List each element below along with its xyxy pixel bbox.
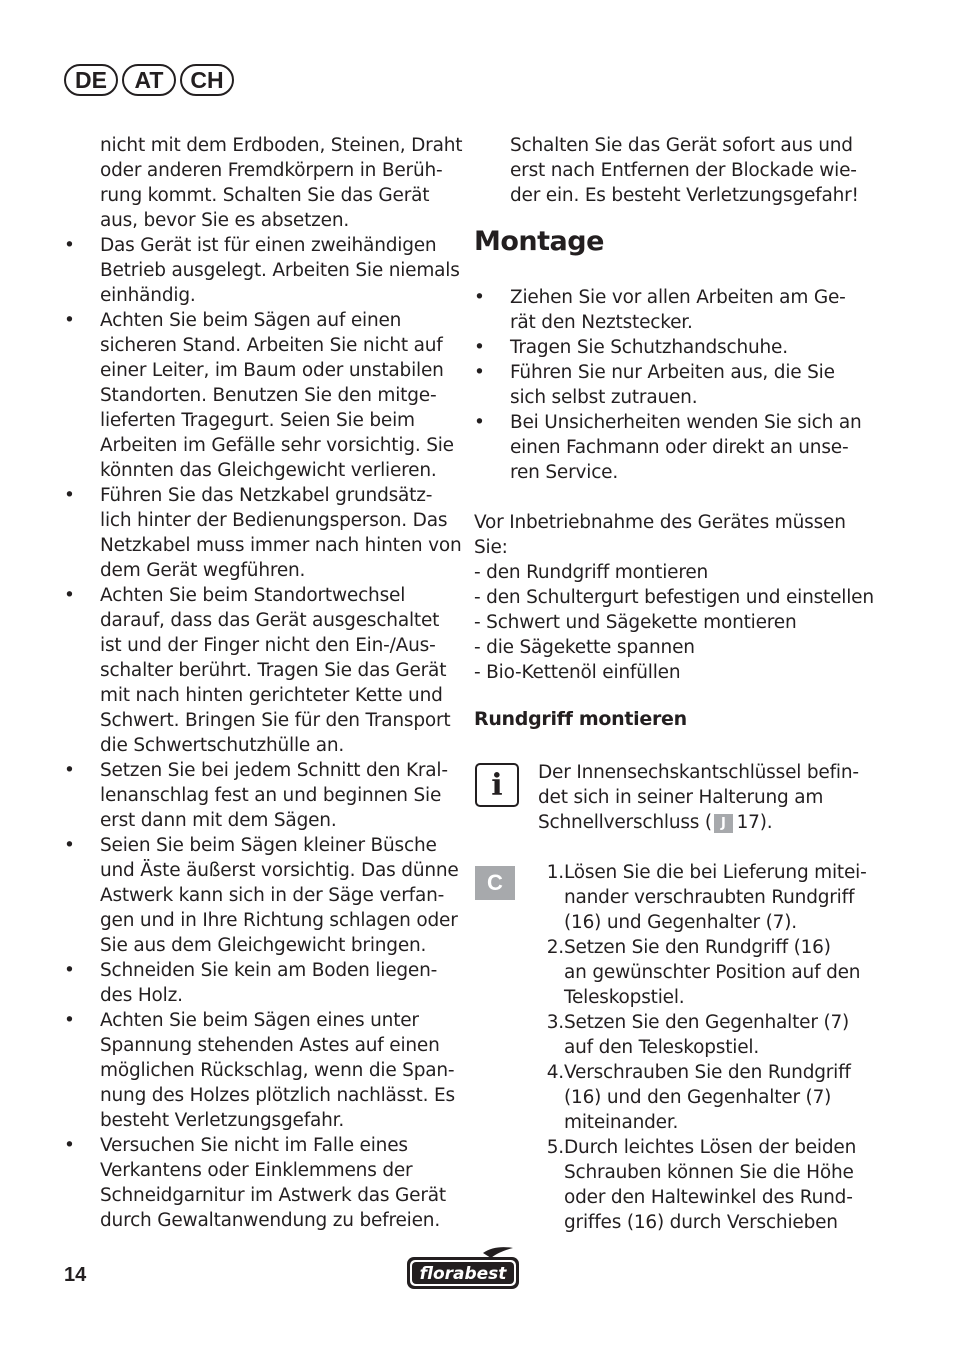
florabest-logo xyxy=(405,1245,521,1291)
step-text-line: oder den Haltewinkel des Rund- xyxy=(564,1187,853,1208)
assembly-step xyxy=(538,935,868,1010)
step-text-line: Schrauben können Sie die Höhe xyxy=(564,1162,854,1183)
step-text-line: Lösen Sie die bei Lieferung mitei- xyxy=(564,862,867,883)
safety-bullet-item xyxy=(64,758,454,833)
country-badge-at: AT xyxy=(122,64,176,96)
info-note: Der Innensechskantschlüssel befin- det sich in seiner Halterung am Schnellverschluss ( J 17). xyxy=(538,762,859,833)
bullet-text-line: möglichen Rückschlag, wenn die Span- xyxy=(100,1060,455,1081)
bullet-text-line: Bei Unsicherheiten wenden Sie sich an xyxy=(510,412,862,433)
safety-bullet-item xyxy=(64,583,454,758)
bullet-text-line: Versuchen Sie nicht im Falle eines xyxy=(100,1135,408,1156)
bullet-text-line: die Schwertschutzhülle an. xyxy=(100,735,345,756)
figure-c-label: C xyxy=(475,866,515,900)
bullet-text-line: lich hinter der Bedienungsperson. Das xyxy=(100,510,448,531)
bullet-icon: • xyxy=(474,412,485,433)
safety-bullet-item xyxy=(64,833,459,958)
figure-ref-j-badge: J xyxy=(714,814,733,833)
bullet-text-line: dem Gerät wegführen. xyxy=(100,560,306,581)
step-text-line: Durch leichtes Lösen der beiden xyxy=(564,1137,857,1158)
bullet-text-line: Führen Sie das Netzkabel grundsätz- xyxy=(100,485,433,506)
bullet-text-line: lenanschlag fest an und beginnen Sie xyxy=(100,785,442,806)
montage-bullet-item xyxy=(474,360,874,410)
bullet-icon: • xyxy=(474,337,485,358)
safety-bullet-list xyxy=(64,233,462,1233)
safety-bullet-item xyxy=(64,308,454,483)
step-text-line: (16) und Gegenhalter (7). xyxy=(564,912,797,933)
bullet-text-line: besteht Verletzungsgefahr. xyxy=(100,1110,345,1131)
step-text-line: nander verschraubten Rundgriff xyxy=(564,887,855,908)
continuation-paragraph: nicht mit dem Erdboden, Steinen, Draht oder anderen Fremdkörpern in Berüh- rung kommt. Schalten Sie das Gerät aus, bevor Sie es absetzen. xyxy=(100,135,463,231)
bullet-text-line: mit nach hinten gerichteter Kette und xyxy=(100,685,443,706)
bullet-text-line: einhändig. xyxy=(100,285,196,306)
bullet-text-line: Achten Sie beim Standortwechsel xyxy=(100,585,406,606)
step-text-line: griffes (16) durch Verschieben xyxy=(564,1212,838,1233)
montage-heading: Montage xyxy=(474,226,604,257)
bullet-icon: • xyxy=(474,287,485,308)
bullet-text-line: Betrieb ausgelegt. Arbeiten Sie niemals xyxy=(100,260,460,281)
bullet-icon: • xyxy=(64,235,75,256)
bullet-text-line: ren Service. xyxy=(510,462,619,483)
bullet-text-line: des Holz. xyxy=(100,985,183,1006)
step-text-line: (16) und den Gegenhalter (7) xyxy=(564,1087,832,1108)
montage-bullet-item xyxy=(474,335,874,360)
bullet-text-line: nung des Holzes plötzlich nachlässt. Es xyxy=(100,1085,455,1106)
bullet-text-line: schalter berührt. Tragen Sie das Gerät xyxy=(100,660,447,681)
right-column-top xyxy=(474,133,864,208)
bullet-text-line: Arbeiten im Gefälle sehr vorsichtig. Sie xyxy=(100,435,454,456)
bullet-text-line: rät den Neztstecker. xyxy=(510,312,693,333)
safety-bullet-item xyxy=(64,958,454,1008)
bullet-icon: • xyxy=(64,585,75,606)
bullet-text-line: Schneiden Sie kein am Boden liegen- xyxy=(100,960,438,981)
safety-bullet-item xyxy=(64,233,460,308)
bullet-text-line: Tragen Sie Schutzhandschuhe. xyxy=(510,337,788,358)
safety-bullet-item xyxy=(64,1008,454,1133)
step-text-line: Verschrauben Sie den Rundgriff xyxy=(564,1062,851,1083)
bullet-icon: • xyxy=(64,485,75,506)
montage-bullet-item xyxy=(474,285,874,335)
assembly-step xyxy=(538,860,868,935)
montage-bullet-item xyxy=(474,410,874,485)
bullet-icon: • xyxy=(64,835,75,856)
page-number: 14 xyxy=(64,1264,87,1286)
bullet-text-line: erst dann mit dem Sägen. xyxy=(100,810,337,831)
montage-bullet-list xyxy=(474,285,874,485)
svg-text:florabest: florabest xyxy=(419,1264,507,1284)
bullet-text-line: Ziehen Sie vor allen Arbeiten am Ge- xyxy=(510,287,846,308)
bullet-text-line: Netzkabel muss immer nach hinten von xyxy=(100,535,462,556)
preparation-block: Vor Inbetriebnahme des Gerätes müssen Sie: - den Rundgriff montieren - den Schultergurt befestigen und einstellen - Schwert und Sägekette montieren - die Sägekette spannen - Bio-Kettenöl einfüllen xyxy=(474,512,874,683)
assembly-steps xyxy=(538,860,868,1235)
bullet-text-line: Das Gerät ist für einen zweihändigen xyxy=(100,235,437,256)
step-text-line: Teleskopstiel. xyxy=(564,987,685,1008)
assembly-step xyxy=(538,1135,868,1235)
bullet-text-line: einen Fachmann oder direkt an unse- xyxy=(510,437,849,458)
bullet-text-line: durch Gewaltanwendung zu befreien. xyxy=(100,1210,441,1231)
bullet-text-line: und Äste äußerst vorsichtig. Das dünne xyxy=(100,860,459,881)
continuation-paragraph-right: Schalten Sie das Gerät sofort aus und erst nach Entfernen der Blockade wie- der ein. Es besteht Verletzungsgefahr! xyxy=(510,135,859,206)
bullet-text-line: darauf, dass das Gerät ausgeschaltet xyxy=(100,610,440,631)
step-number: 3. xyxy=(546,1012,564,1033)
step-text-line: Setzen Sie den Rundgriff (16) xyxy=(564,937,831,958)
step-text-line: an gewünschter Position auf den xyxy=(564,962,861,983)
bullet-text-line: Spannung stehenden Astes auf einen xyxy=(100,1035,440,1056)
bullet-text-line: Achten Sie beim Sägen auf einen xyxy=(100,310,402,331)
bullet-text-line: könnten das Gleichgewicht verlieren. xyxy=(100,460,437,481)
info-icon: i xyxy=(475,763,519,807)
bullet-text-line: gen und in Ihre Richtung schlagen oder xyxy=(100,910,458,931)
country-badge-de: DE xyxy=(64,64,118,96)
step-text-line: Setzen Sie den Gegenhalter (7) xyxy=(564,1012,850,1033)
bullet-text-line: ist und der Finger nicht den Ein-/Aus- xyxy=(100,635,436,656)
bullet-text-line: sich selbst zutrauen. xyxy=(510,387,698,408)
bullet-text-line: Verkantens oder Einklemmens der xyxy=(100,1160,413,1181)
country-badges xyxy=(64,64,234,96)
bullet-text-line: Astwerk kann sich in der Säge verfan- xyxy=(100,885,445,906)
safety-bullet-item xyxy=(64,1133,454,1233)
left-column xyxy=(64,133,463,1233)
bullet-text-line: einer Leiter, im Baum oder unstabilen xyxy=(100,360,444,381)
step-number: 4. xyxy=(546,1062,564,1083)
assembly-step xyxy=(538,1060,868,1135)
bullet-icon: • xyxy=(64,760,75,781)
bullet-text-line: Setzen Sie bei jedem Schnitt den Kral- xyxy=(100,760,448,781)
bullet-text-line: Seien Sie beim Sägen kleiner Büsche xyxy=(100,835,437,856)
bullet-text-line: lieferten Tragegurt. Seien Sie beim xyxy=(100,410,415,431)
bullet-text-line: sicheren Stand. Arbeiten Sie nicht auf xyxy=(100,335,443,356)
bullet-icon: • xyxy=(64,310,75,331)
bullet-icon: • xyxy=(64,1135,75,1156)
rundgriff-heading: Rundgriff montieren xyxy=(474,708,687,730)
safety-bullet-item xyxy=(64,483,462,583)
country-badge-ch: CH xyxy=(180,64,234,96)
bullet-text-line: Schwert. Bringen Sie für den Transport xyxy=(100,710,451,731)
step-number: 1. xyxy=(546,862,564,883)
bullet-text-line: Standorten. Benutzen Sie den mitge- xyxy=(100,385,437,406)
step-number: 2. xyxy=(546,937,564,958)
bullet-text-line: Schneidgarnitur im Astwerk das Gerät xyxy=(100,1185,446,1206)
bullet-text-line: Führen Sie nur Arbeiten aus, die Sie xyxy=(510,362,835,383)
bullet-text-line: Achten Sie beim Sägen eines unter xyxy=(100,1010,419,1031)
bullet-icon: • xyxy=(64,1010,75,1031)
bullet-icon: • xyxy=(474,362,485,383)
bullet-icon: • xyxy=(64,960,75,981)
step-text-line: miteinander. xyxy=(564,1112,679,1133)
step-number: 5. xyxy=(546,1137,564,1158)
step-text-line: auf den Teleskopstiel. xyxy=(564,1037,760,1058)
bullet-text-line: Sie aus dem Gleichgewicht bringen. xyxy=(100,935,427,956)
assembly-step xyxy=(538,1010,868,1060)
